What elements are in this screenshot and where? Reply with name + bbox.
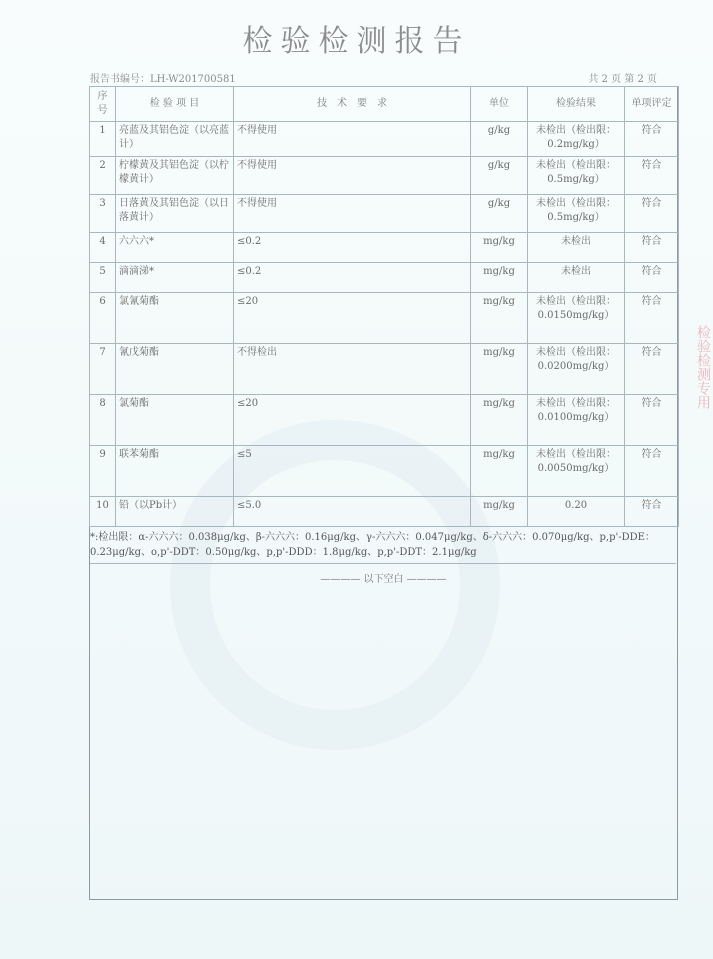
table-row	[90, 344, 679, 395]
row-item: 亮蓝及其铝色淀（以亮蓝计）	[116, 122, 234, 157]
row-requirement: 不得使用	[234, 157, 471, 195]
row-requirement: ≤0.2	[234, 233, 471, 263]
blank-below-marker: ———— 以下空白 ————	[320, 574, 447, 585]
table-header	[90, 87, 679, 122]
col-header-no: 序号	[90, 87, 116, 122]
table-row	[90, 395, 679, 446]
row-requirement: ≤5.0	[234, 497, 471, 527]
row-no: 5	[90, 263, 116, 293]
table-row	[90, 157, 679, 195]
col-header-unit: 单位	[471, 87, 528, 122]
row-evaluation: 符合	[625, 195, 679, 233]
inspection-table	[89, 86, 679, 527]
table-row	[90, 497, 679, 527]
row-unit: mg/kg	[471, 446, 528, 497]
row-evaluation: 符合	[625, 157, 679, 195]
col-header-result: 检验结果	[528, 87, 625, 122]
row-evaluation: 符合	[625, 263, 679, 293]
table-row	[90, 122, 679, 157]
page-info: 共 2 页 第 2 页	[588, 74, 657, 85]
row-item: 柠檬黄及其铝色淀（以柠檬黄计）	[116, 157, 234, 195]
row-requirement: ≤0.2	[234, 263, 471, 293]
table-row	[90, 195, 679, 233]
row-evaluation: 符合	[625, 122, 679, 157]
table-row	[90, 263, 679, 293]
report-title: 检验检测报告	[242, 24, 471, 59]
row-unit: g/kg	[471, 157, 528, 195]
col-header-evaluation: 单项评定	[625, 87, 679, 122]
row-evaluation: 符合	[625, 395, 679, 446]
row-no: 8	[90, 395, 116, 446]
row-item: 氰戊菊酯	[116, 344, 234, 395]
col-header-item: 检 验 项 目	[116, 87, 234, 122]
row-requirement: ≤5	[234, 446, 471, 497]
row-requirement: 不得检出	[234, 344, 471, 395]
table-row	[90, 293, 679, 344]
row-no: 9	[90, 446, 116, 497]
row-no: 6	[90, 293, 116, 344]
row-evaluation: 符合	[625, 497, 679, 527]
report-number: 报告书编号：LH-W201700581	[90, 74, 236, 85]
row-result: 0.20	[528, 497, 625, 527]
row-requirement: 不得使用	[234, 122, 471, 157]
official-stamp: 检验检测专用	[695, 325, 711, 409]
row-unit: mg/kg	[471, 344, 528, 395]
row-unit: mg/kg	[471, 233, 528, 263]
row-item: 滴滴涕*	[116, 263, 234, 293]
row-unit: mg/kg	[471, 395, 528, 446]
row-no: 7	[90, 344, 116, 395]
row-result: 未检出	[528, 263, 625, 293]
row-no: 4	[90, 233, 116, 263]
row-unit: mg/kg	[471, 497, 528, 527]
row-result: 未检出（检出限：0.5mg/kg）	[528, 157, 625, 195]
row-evaluation: 符合	[625, 293, 679, 344]
row-result: 未检出（检出限：0.5mg/kg）	[528, 195, 625, 233]
row-result: 未检出（检出限：0.0200mg/kg）	[528, 344, 625, 395]
row-unit: g/kg	[471, 195, 528, 233]
table-row	[90, 446, 679, 497]
row-no: 1	[90, 122, 116, 157]
row-item: 联苯菊酯	[116, 446, 234, 497]
row-unit: mg/kg	[471, 293, 528, 344]
detection-limit-note: *:检出限：α-六六六：0.038μg/kg、β-六六六：0.16μg/kg、γ-六六六：0.047μg/kg、δ-六六六：0.070μg/kg、p,p'-DDE：0.23μg/kg、o,p'-DDT：0.50μg/kg、p,p'-DDD：1.8μg/kg、p,p'-DDT：2.1μg/kg	[90, 530, 676, 564]
row-evaluation: 符合	[625, 344, 679, 395]
row-item: 六六六*	[116, 233, 234, 263]
row-item: 日落黄及其铝色淀（以日落黄计）	[116, 195, 234, 233]
row-requirement: ≤20	[234, 395, 471, 446]
row-result: 未检出（检出限：0.0050mg/kg）	[528, 446, 625, 497]
row-result: 未检出（检出限：0.0100mg/kg）	[528, 395, 625, 446]
row-item: 氯氰菊酯	[116, 293, 234, 344]
row-requirement: 不得使用	[234, 195, 471, 233]
row-no: 10	[90, 497, 116, 527]
row-result: 未检出（检出限：0.2mg/kg）	[528, 122, 625, 157]
row-result: 未检出	[528, 233, 625, 263]
row-result: 未检出（检出限：0.0150mg/kg）	[528, 293, 625, 344]
row-evaluation: 符合	[625, 233, 679, 263]
row-item: 铅（以Pb计）	[116, 497, 234, 527]
table-row	[90, 233, 679, 263]
row-requirement: ≤20	[234, 293, 471, 344]
row-unit: g/kg	[471, 122, 528, 157]
row-item: 氯菊酯	[116, 395, 234, 446]
row-evaluation: 符合	[625, 446, 679, 497]
row-no: 2	[90, 157, 116, 195]
col-header-requirement: 技 术 要 求	[234, 87, 471, 122]
row-no: 3	[90, 195, 116, 233]
row-unit: mg/kg	[471, 263, 528, 293]
